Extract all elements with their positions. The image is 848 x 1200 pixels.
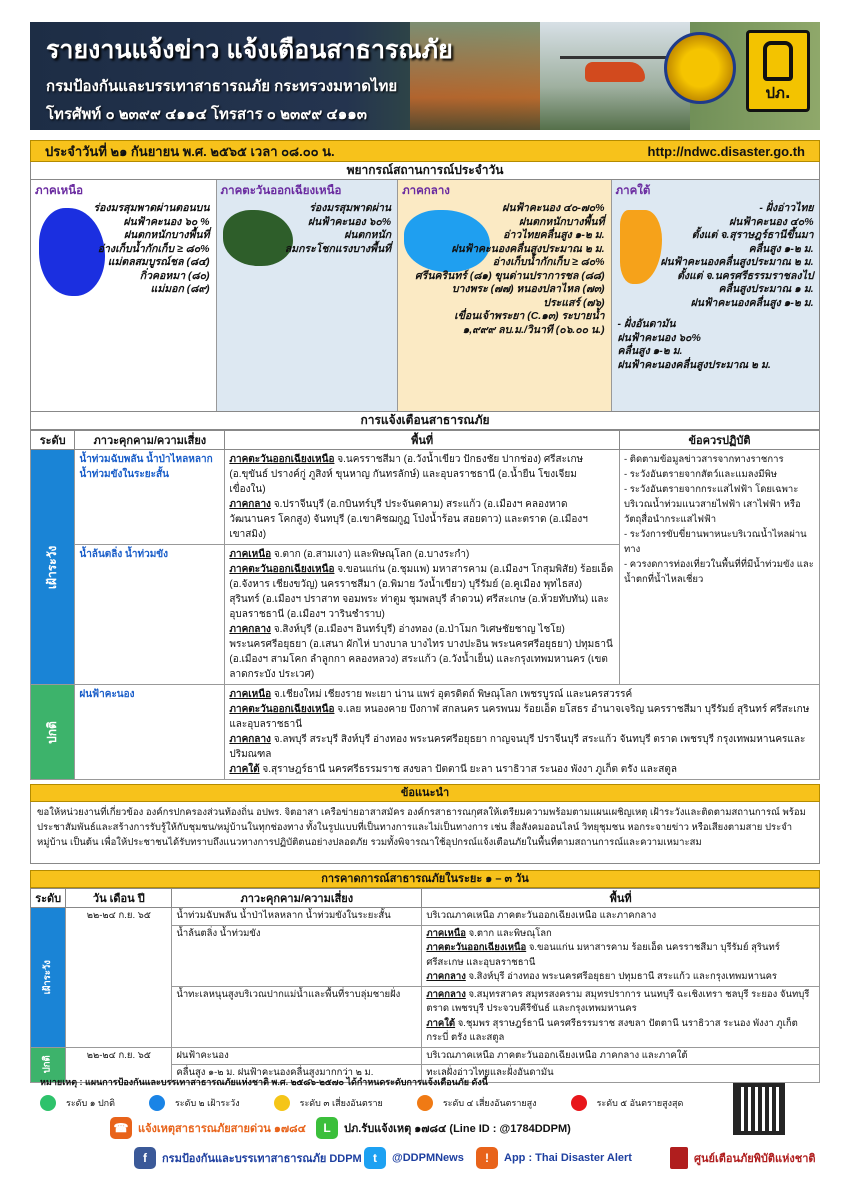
advice-cell: - ติดตามข้อมูลข่าวสารจากทางราชการ - ระวังอันตรายจากสัตว์และแมลงมีพิษ - ระวังอันตรายจากกระแสไฟฟ้า โดยเฉพาะบริเวณน้ำท่วมแนวสายไฟฟ้า เสาไฟฟ้า หรือวัตถุสื่อนำกระแสไฟฟ้า - ระวังการขับขี่ยานพาหนะบริเวณน้ำไหลผ่านทาง - ควรงดการท่องเที่ยวในพื้นที่ที่มีน้ำท่วมขัง และน้ำตกที่น้ำไหลเชี่ยว: [620, 450, 820, 685]
forecast-line: - ฝั่งอันดามัน: [617, 318, 676, 330]
outlook-heading: การคาดการณ์สาธารณภัยในระยะ ๑ – ๓ วัน: [30, 870, 820, 888]
forecast-line: เขื่อนเจ้าพระยา (C.๑๓) ระบายน้ำ: [454, 310, 605, 322]
forecast-line: แม่มอก (๘๙): [150, 283, 210, 295]
ddpm-logo: [746, 30, 810, 112]
col-header: ระดับ: [31, 431, 75, 450]
level-dot-icon: [571, 1095, 587, 1111]
region-name: ภาคกลาง: [402, 185, 450, 197]
forecast-line: ตั้งแต่ จ.นครศรีธรรมราชลงไป: [677, 269, 814, 282]
warning-table: [30, 430, 820, 780]
area-text: จ.สุราษฎร์ธานี นครศรีธรรมราช สงขลา ปัตตานี ยะลา นราธิวาส ระนอง พังงา ภูเก็ต ตรัง และสตูล: [262, 764, 677, 775]
forecast-line: ศรีนครินทร์ (๘๑) ขุนด่านปราการชล (๘๘): [415, 269, 605, 282]
col-header: ภาวะคุกคาม/ความเสี่ยง: [172, 889, 422, 908]
hazard-cell: น้ำล้นตลิ่ง น้ำท่วมขัง: [75, 545, 225, 685]
legend-item: [274, 1095, 383, 1111]
forecast-line: ฝนฟ้าคะนองคลื่นสูง ๑-๒ ม.: [690, 296, 814, 309]
region-label: ภาคกลาง: [229, 734, 271, 745]
level-normal: ปกติ: [31, 1047, 66, 1082]
legend-label: ระดับ ๑ ปกติ: [66, 1098, 115, 1108]
region-label: ภาคกลาง: [229, 624, 271, 635]
northeast-map: [223, 210, 293, 266]
advice-text: ขอให้หน่วยงานที่เกี่ยวข้อง องค์กรปกครองส่วนท้องถิ่น อปพร. จิตอาสา เครือข่ายอาสาสมัคร องค์กรสาธารณกุศลให้เตรียมความพร้อมตามแผนเผชิญเหตุ เฝ้าระวังและติดตามสถานการณ์ พร้อมประชาสัมพันธ์และสร้างการรับรู้ให้กับชุมชน/หมู่บ้านในทุกช่องทาง ทั้งในรูปแบบที่เป็นทางการและไม่เป็นทางการ เช่น สื่อสังคมออนไลน์ วิทยุชุมชน หอกระจายข่าว หรือเสียงตามสาย ประจำหมู่บ้าน เป็นต้น เพื่อให้ประชาชนได้รับทราบถึงแนวทางการปฏิบัติตนอย่างปลอดภัย รวมทั้งพิจารณาใช้อุปกรณ์แจ้งเตือนภัยในพื้นที่ตามสถานการณ์และความเหมาะสม: [30, 802, 820, 864]
forecast-northeast: [217, 180, 399, 411]
forecast-line: - ฝั่งอ่าวไทย: [759, 202, 814, 214]
qr-code-icon[interactable]: [733, 1083, 785, 1135]
contact-phone: โทรศัพท์ ๐ ๒๓๙๙ ๔๑๑๔ โทรสาร ๐ ๒๓๙๙ ๔๑๑๓: [46, 106, 368, 123]
col-header: วัน เดือน ปี: [66, 889, 172, 908]
forecast-line: ฝนตกหนัก: [344, 229, 392, 241]
area-text: จ.สิงห์บุรี (อ.เมืองฯ อินทร์บุรี) อ่างทอง (อ.ป่าโมก วิเศษชัยชาญ ไชโย) พระนครศรีอยุธยา (อ.เสนา ผักไห่ บางบาล บางไทร บางปะอิน พระนครศรีอยุธยา) ปทุมธานี (อ.เมืองฯ สามโคก ลำลูกกา คลองหลวง) สระแก้ว (อ.วังน้ำเย็น) และกรุงเทพมหานคร (เขตลาดกระบัง ประเวศ): [229, 624, 613, 680]
ndwc-contact[interactable]: [670, 1147, 816, 1169]
forecast-line: แม่ตลสมบูรณ์ชล (๘๔): [107, 256, 210, 268]
col-header: พื้นที่: [422, 889, 820, 908]
twitter-icon: t: [364, 1147, 386, 1169]
department-name: กรมป้องกันและบรรเทาสาธารณภัย กระทรวงมหาดไทย: [46, 78, 398, 95]
forecast-line: ๑,๙๙๙ ลบ.ม./วินาที (๐๖.๐๐ น.): [462, 323, 605, 336]
hazard-cell: คลื่นสูง ๑-๒ ม. ฝนฟ้าคะนองคลื่นสูงมากกว่า ๒ ม.: [172, 1065, 422, 1083]
region-label: ภาคตะวันออกเฉียงเหนือ: [229, 704, 335, 715]
table-row: [31, 1047, 820, 1065]
table-row: [31, 450, 820, 545]
forecast-line: ฝนฟ้าคะนองคลื่นสูงประมาณ ๒ ม.: [660, 256, 814, 268]
level-watch: เฝ้าระวัง: [31, 908, 66, 1048]
region-label: ภาคกลาง: [426, 971, 466, 982]
hand-icon: [763, 41, 793, 81]
region-label: ภาคตะวันออกเฉียงเหนือ: [229, 454, 335, 465]
area-text: จ.ชุมพร สุราษฎร์ธานี นครศรีธรรมราช สงขลา ปัตตานี นราธิวาส ระนอง พังงา ภูเก็ต กระบี่ ตรัง และสตูล: [426, 1017, 798, 1043]
line-text: ปภ.รับแจ้งเหตุ ๑๗๘๔ (Line ID : @1784DDPM): [344, 1123, 571, 1135]
hazard-cell: ฝนฟ้าคะนอง: [75, 685, 225, 780]
area-cell: ทะเลฝั่งอ่าวไทยและฝั่งอันดามัน: [422, 1065, 820, 1083]
hazard-cell: น้ำท่วมฉับพลัน น้ำป่าไหลหลาก น้ำท่วมขังในระยะสั้น: [75, 450, 225, 545]
hotline[interactable]: [110, 1117, 306, 1139]
table-row: [31, 685, 820, 780]
region-label: ภาคใต้: [426, 1017, 456, 1029]
forecast-line: ฝนฟ้าคะนอง ๔๐-๗๐%: [502, 202, 605, 214]
area-text: จ.สมุทรสาคร สมุทรสงคราม สมุทรปราการ นนทบุรี ฉะเชิงเทรา ชลบุรี ระยอง จันทบุรี ตราด เพชรบุรี ประจวบคีรีขันธ์ และกรุงเทพมหานคร: [426, 988, 810, 1014]
area-entry: [229, 452, 615, 497]
app-contact[interactable]: [476, 1147, 632, 1169]
area-entry: [229, 732, 815, 762]
area-cell: บริเวณภาคเหนือ ภาคตะวันออกเฉียงเหนือ ภาคกลาง และภาคใต้: [422, 1047, 820, 1065]
header-banner: [30, 22, 820, 130]
level-dot-icon: [417, 1095, 433, 1111]
area-text: จ.ตาก (อ.สามเงา) และพิษณุโลก (อ.บางระกำ): [273, 549, 470, 560]
line-icon: L: [316, 1117, 338, 1139]
forecast-panel: [30, 180, 820, 412]
region-label: ภาคเหนือ: [426, 927, 466, 939]
helicopter-rotor: [560, 56, 670, 59]
area-cell: [422, 908, 820, 926]
forecast-south: [612, 180, 819, 411]
level-dot-icon: [274, 1095, 290, 1111]
facebook-text: กรมป้องกันและบรรเทาสาธารณภัย DDPM: [162, 1153, 362, 1165]
region-lines: [285, 202, 391, 256]
area-entry: [229, 497, 615, 542]
level-normal: ปกติ: [31, 685, 75, 780]
table-header: [31, 889, 820, 908]
area-entry: [229, 687, 815, 702]
forecast-line: อ่างเก็บน้ำกักเก็บ ≥ ๘๐%: [97, 242, 210, 255]
forecast-line: ฝนฟ้าคะนอง ๔๐%: [728, 215, 814, 228]
forecast-line: ประแสร์ (๗๖): [543, 296, 605, 309]
region-lines: [415, 202, 605, 337]
app-icon: !: [476, 1147, 498, 1169]
forecast-line: อ่าวไทยคลื่นสูง ๑-๒ ม.: [503, 229, 605, 241]
region-label: ภาคเหนือ: [229, 549, 272, 560]
region-label: ภาคตะวันออกเฉียงเหนือ: [426, 942, 527, 953]
legend-label: ระดับ ๔ เสี่ยงอันตรายสูง: [442, 1098, 537, 1108]
hazard-cell: น้ำล้นตลิ่ง น้ำท่วมขัง: [172, 925, 422, 986]
footer: [40, 1075, 816, 1165]
website-url[interactable]: http://ndwc.disaster.go.th: [647, 143, 805, 159]
legend-item: [149, 1095, 240, 1111]
area-entry: [229, 562, 615, 622]
advice-heading: ข้อแนะนำ: [30, 784, 820, 802]
area-cell: [225, 685, 820, 780]
forecast-line: ร่องมรสุมพาดผ่าน: [309, 202, 392, 214]
forecast-line: ฝนตกหนักบางพื้นที่: [518, 215, 605, 228]
footnote: หมายเหตุ : แผนการป้องกันและบรรเทาสาธารณภัยแห่งชาติ พ.ศ. ๒๕๘๖-๒๕๗๐ ได้กำหนดระดับการแจ้งเตือนภัย ดังนี้: [40, 1077, 488, 1087]
area-cell: [225, 450, 620, 545]
region-name: ภาคตะวันออกเฉียงเหนือ: [220, 185, 342, 197]
ndwc-logo-icon: [670, 1147, 688, 1169]
area-entry: [426, 909, 815, 924]
area-cell: [225, 545, 620, 685]
area-entry: [426, 970, 815, 985]
report-date: ประจำวันที่ ๒๑ กันยายน พ.ศ. ๒๕๖๕ เวลา ๐๘.๐๐ น.: [45, 143, 335, 159]
forecast-line: ฝนฟ้าคะนอง ๖๐ %: [123, 215, 210, 228]
legend-label: ระดับ ๓ เสี่ยงอันตราย: [299, 1098, 383, 1108]
legend-label: ระดับ ๒ เฝ้าระวัง: [174, 1098, 240, 1108]
phone-icon: ☎: [110, 1117, 132, 1139]
level-legend: [40, 1095, 810, 1111]
facebook-contact[interactable]: [134, 1147, 362, 1169]
region-name: ภาคเหนือ: [35, 185, 84, 197]
warning-heading: การแจ้งเตือนสาธารณภัย: [30, 412, 820, 430]
outlook-table: [30, 888, 820, 1083]
ddpm-logo-text: ปภ.: [765, 84, 791, 102]
forecast-line: ฝนฟ้าคะนอง ๖๐%: [617, 331, 701, 344]
twitter-text: @DDPMNews: [392, 1152, 464, 1164]
area-entry: [229, 702, 815, 732]
area-text: จ.ตาก และพิษณุโลก: [468, 927, 552, 939]
forecast-line: คลื่นสูง ๑-๒ ม.: [748, 242, 814, 255]
area-text: จ.ขอนแก่น มหาสารคาม ร้อยเอ็ด นครราชสีมา บุรีรัมย์ สุรินทร์ ศรีสะเกษ และอุบลราชธานี: [426, 942, 780, 968]
area-entry: [229, 547, 615, 562]
legend-item: [40, 1095, 115, 1111]
ministry-seal-icon: [664, 32, 736, 104]
forecast-north: [31, 180, 217, 411]
forecast-line: ตั้งแต่ จ.สุราษฎร์ธานีขึ้นมา: [691, 229, 814, 241]
forecast-line: ร่องมรสุมพาดผ่านตอนบน: [93, 202, 210, 214]
forecast-central: [398, 180, 611, 411]
legend-item: [571, 1095, 684, 1111]
forecast-line: ฝนฟ้าคะนองคลื่นสูงประมาณ ๒ ม.: [617, 358, 771, 371]
forecast-line: คลื่นสูงประมาณ ๑ ม.: [718, 283, 814, 295]
facebook-icon: f: [134, 1147, 156, 1169]
table-header: [31, 431, 820, 450]
region-label: ภาคกลาง: [426, 988, 466, 1000]
area-entry: [426, 927, 815, 942]
area-entry: [426, 1017, 815, 1046]
region-lines: [94, 202, 210, 297]
area-text: บริเวณภาคเหนือ ภาคตะวันออกเฉียงเหนือ และภาคกลาง: [426, 910, 657, 921]
area-text: จ.ขอนแก่น (อ.ชุมแพ) มหาสารคาม (อ.เมืองฯ โกสุมพิสัย) ร้อยเอ็ด (อ.จังหาร เชียงขวัญ) นครราชสีมา (อ.พิมาย วังน้ำเขียว) บุรีรัมย์ (อ.คูเมือง พุทไธสง) สุรินทร์ (อ.เมืองฯ ปราสาท จอมพระ ท่าตูม ชุมพลบุรี ลำดวน) ศรีสะเกษ (อ.ห้วยทับทัน) และอุบลราชธานี (อ.เมืองฯ วารินชำราบ): [229, 564, 614, 620]
report-title: รายงานแจ้งข่าว แจ้งเตือนสาธารณภัย: [46, 36, 453, 64]
area-cell: [422, 925, 820, 986]
area-entry: [426, 988, 815, 1017]
forecast-line: ฝนฟ้าคะนองคลื่นสูงประมาณ ๒ ม.: [451, 242, 605, 255]
region-label: ภาคใต้: [229, 764, 260, 775]
hazard-cell: น้ำท่วมฉับพลัน น้ำป่าไหลหลาก น้ำท่วมขังในระยะสั้น: [172, 908, 422, 926]
twitter-contact[interactable]: [364, 1147, 464, 1169]
legend-item: [417, 1095, 537, 1111]
helicopter-icon: [585, 62, 645, 82]
region-name: ภาคใต้: [615, 185, 651, 197]
table-row: [31, 908, 820, 926]
forecast-line: ฝนฟ้าคะนอง ๖๐%: [307, 215, 392, 228]
region-lines: [618, 202, 814, 372]
hazard-cell: ฝนฟ้าคะนอง: [172, 1047, 422, 1065]
hotline-text: แจ้งเหตุสาธารณภัยสายด่วน ๑๗๘๔: [138, 1123, 306, 1135]
col-header: ระดับ: [31, 889, 66, 908]
area-text: จ.ปราจีนบุรี (อ.กบินทร์บุรี ประจันตคาม) สระแก้ว (อ.เมืองฯ คลองหาด วัฒนานคร โคกสูง) จันทบุรี (อ.เขาคิชฌกูฏ โป่งน้ำร้อน สอยดาว) และตราด (อ.เมืองฯ เขาสมิง): [229, 499, 588, 540]
area-text: จ.สิงห์บุรี อ่างทอง พระนครศรีอยุธยา ปทุมธานี สระแก้ว และกรุงเทพมหานคร: [468, 971, 778, 982]
forecast-heading: พยากรณ์สถานการณ์ประจำวัน: [30, 162, 820, 180]
ndwc-text: ศูนย์เตือนภัยพิบัติแห่งชาติ: [694, 1153, 816, 1165]
date-cell: ๒๒-๒๔ ก.ย. ๖๕: [66, 908, 172, 1048]
col-header: ข้อควรปฏิบัติ: [620, 431, 820, 450]
legend-label: ระดับ ๕ อันตรายสูงสุด: [596, 1098, 684, 1108]
area-text: จ.ลพบุรี สระบุรี สิงห์บุรี อ่างทอง พระนครศรีอยุธยา กาญจนบุรี ปราจีนบุรี สระแก้ว จันทบุรี ตราด เพชรบุรี กรุงเทพมหานครและปริมณฑล: [229, 734, 806, 760]
level-dot-icon: [149, 1095, 165, 1111]
col-header: ภาวะคุกคาม/ความเสี่ยง: [75, 431, 225, 450]
region-label: ภาคเหนือ: [229, 689, 272, 700]
area-text: จ.นครราชสีมา (อ.วังน้ำเขียว ปักธงชัย ปากช่อง) ศรีสะเกษ (อ.ขุขันธ์ ปรางค์กู่ ภูสิงห์ ขุนหาญ กันทรลักษ์) และอุบลราชธานี (อ.น้ำยืน โขงเจียม เขื่องใน): [229, 454, 584, 495]
region-label: ภาคกลาง: [229, 499, 271, 510]
hazard-cell: น้ำทะเลหนุนสูงบริเวณปากแม่น้ำและพื้นที่ราบลุ่มชายฝั่ง: [172, 986, 422, 1047]
area-entry: [229, 622, 615, 682]
forecast-line: อ่างเก็บน้ำกักเก็บ ≥ ๘๐%: [492, 256, 605, 268]
area-entry: [229, 762, 815, 777]
forecast-line: คลื่นสูง ๑-๒ ม.: [617, 345, 683, 357]
area-entry: [426, 941, 815, 970]
forecast-line: กิ่วคอหมา (๘๐): [139, 269, 210, 282]
app-text: App : Thai Disaster Alert: [504, 1152, 632, 1164]
forecast-line: ฝนตกหนักบางพื้นที่: [123, 229, 210, 241]
col-header: พื้นที่: [225, 431, 620, 450]
area-cell: [422, 986, 820, 1047]
region-label: ภาคตะวันออกเฉียงเหนือ: [229, 564, 335, 575]
forecast-line: ลมกระโชกแรงบางพื้นที่: [284, 242, 392, 255]
level-watch: เฝ้าระวัง: [31, 450, 75, 685]
date-cell: ๒๒-๒๔ ก.ย. ๖๕: [66, 1047, 172, 1082]
report-page: [30, 22, 820, 1083]
line-contact[interactable]: [316, 1117, 571, 1139]
area-text: จ.เชียงใหม่ เชียงราย พะเยา น่าน แพร่ อุตรดิตถ์ พิษณุโลก เพชรบูรณ์ และนครสวรรค์: [273, 689, 633, 700]
date-bar: [30, 140, 820, 162]
forecast-line: บางพระ (๗๗) หนองปลาไหล (๗๓): [451, 283, 605, 295]
level-dot-icon: [40, 1095, 56, 1111]
area-text: จ.เลย หนองคาย บึงกาฬ สกลนคร นครพนม ร้อยเอ็ด ยโสธร อำนาจเจริญ นครราชสีมา บุรีรัมย์ สุรินทร์ ศรีสะเกษ และอุบลราชธานี: [229, 704, 810, 730]
